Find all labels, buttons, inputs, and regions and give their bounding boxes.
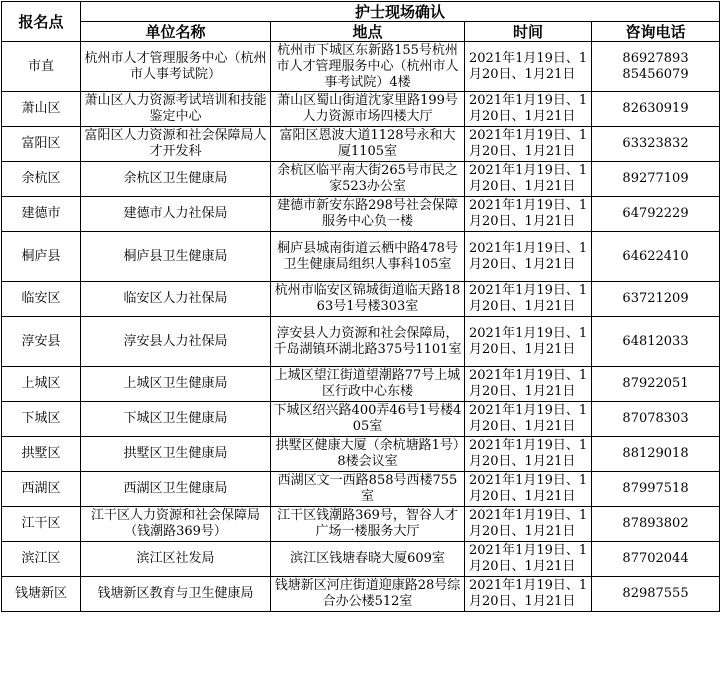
- header-time: 时间: [465, 22, 592, 42]
- cell-unit: 桐庐县卫生健康局: [81, 232, 271, 282]
- cell-point: 西湖区: [2, 472, 81, 507]
- cell-point: 上城区: [2, 367, 81, 402]
- cell-unit: 江干区人力资源和社会保障局（钱潮路369号）: [81, 507, 271, 542]
- table-row: [2, 542, 720, 577]
- cell-unit: 下城区卫生健康局: [81, 402, 271, 437]
- cell-point: 淳安县: [2, 317, 81, 367]
- cell-location: 余杭区临平南大街265号市民之家523办公室: [271, 162, 465, 197]
- cell-unit: 西湖区卫生健康局: [81, 472, 271, 507]
- cell-time: 2021年1月19日、1月20日、1月21日: [465, 232, 592, 282]
- cell-time: 2021年1月19日、1月20日、1月21日: [465, 577, 592, 612]
- cell-unit: 建德市人力社保局: [81, 197, 271, 232]
- cell-point: 下城区: [2, 402, 81, 437]
- cell-location: 杭州市临安区锦城街道临天路1863号1号楼303室: [271, 282, 465, 317]
- cell-point: 富阳区: [2, 127, 81, 162]
- table-row: [2, 367, 720, 402]
- cell-location: 下城区绍兴路400弄46号1号楼405室: [271, 402, 465, 437]
- cell-location: 江干区钱潮路369号，智谷人才广场一楼服务大厅: [271, 507, 465, 542]
- cell-location: 上城区望江街道望潮路77号上城区行政中心东楼: [271, 367, 465, 402]
- cell-point: 桐庐县: [2, 232, 81, 282]
- cell-phone: 87893802: [592, 507, 720, 542]
- cell-phone: 87997518: [592, 472, 720, 507]
- cell-unit: 余杭区卫生健康局: [81, 162, 271, 197]
- table-row: [2, 232, 720, 282]
- cell-location: 萧山区蜀山街道沈家里路199号人力资源市场四楼大厅: [271, 92, 465, 127]
- cell-time: 2021年1月19日、1月20日、1月21日: [465, 367, 592, 402]
- cell-phone: 64792229: [592, 197, 720, 232]
- cell-point: 市直: [2, 42, 81, 92]
- cell-time: 2021年1月19日、1月20日、1月21日: [465, 42, 592, 92]
- cell-phone: 63721209: [592, 282, 720, 317]
- table-row: [2, 317, 720, 367]
- cell-time: 2021年1月19日、1月20日、1月21日: [465, 507, 592, 542]
- cell-location: 钱塘新区河庄街道迎康路28号综合办公楼512室: [271, 577, 465, 612]
- table-row: [2, 472, 720, 507]
- cell-time: 2021年1月19日、1月20日、1月21日: [465, 162, 592, 197]
- cell-unit: 上城区卫生健康局: [81, 367, 271, 402]
- cell-time: 2021年1月19日、1月20日、1月21日: [465, 317, 592, 367]
- cell-location: 滨江区钱塘春晓大厦609室: [271, 542, 465, 577]
- table-row: [2, 127, 720, 162]
- cell-location: 拱墅区健康大厦（余杭塘路1号）8楼会议室: [271, 437, 465, 472]
- cell-phone: 63323832: [592, 127, 720, 162]
- cell-phone: 86927893 85456079: [592, 42, 720, 92]
- cell-location: 建德市新安东路298号社会保障服务中心负一楼: [271, 197, 465, 232]
- cell-unit: 淳安县人力社保局: [81, 317, 271, 367]
- table-row: [2, 402, 720, 437]
- cell-point: 钱塘新区: [2, 577, 81, 612]
- cell-time: 2021年1月19日、1月20日、1月21日: [465, 197, 592, 232]
- cell-phone: 87922051: [592, 367, 720, 402]
- cell-unit: 拱墅区卫生健康局: [81, 437, 271, 472]
- table-row: [2, 282, 720, 317]
- cell-unit: 滨江区社发局: [81, 542, 271, 577]
- table-row: [2, 162, 720, 197]
- cell-phone: 82630919: [592, 92, 720, 127]
- cell-time: 2021年1月19日、1月20日、1月21日: [465, 542, 592, 577]
- table-row: [2, 197, 720, 232]
- cell-phone: 87078303: [592, 402, 720, 437]
- nurse-confirmation-table: [1, 1, 720, 612]
- cell-time: 2021年1月19日、1月20日、1月21日: [465, 92, 592, 127]
- cell-point: 拱墅区: [2, 437, 81, 472]
- header-unit-name: 单位名称: [81, 22, 271, 42]
- cell-point: 临安区: [2, 282, 81, 317]
- cell-time: 2021年1月19日、1月20日、1月21日: [465, 282, 592, 317]
- cell-location: 杭州市下城区东新路155号杭州市人才管理服务中心（杭州市人事考试院）4楼: [271, 42, 465, 92]
- cell-phone: 64812033: [592, 317, 720, 367]
- cell-point: 江干区: [2, 507, 81, 542]
- table-row: [2, 507, 720, 542]
- cell-location: 西湖区文一西路858号西楼755室: [271, 472, 465, 507]
- cell-time: 2021年1月19日、1月20日、1月21日: [465, 402, 592, 437]
- header-location: 地点: [271, 22, 465, 42]
- cell-location: 淳安县人力资源和社会保障局，千岛湖镇环湖北路375号1101室: [271, 317, 465, 367]
- cell-point: 余杭区: [2, 162, 81, 197]
- table-row: [2, 92, 720, 127]
- table-row: [2, 42, 720, 92]
- cell-location: 桐庐县城南街道云栖中路478号卫生健康局组织人事科105室: [271, 232, 465, 282]
- table-row: [2, 437, 720, 472]
- cell-point: 萧山区: [2, 92, 81, 127]
- cell-phone: 87702044: [592, 542, 720, 577]
- header-phone: 咨询电话: [592, 22, 720, 42]
- cell-time: 2021年1月19日、1月20日、1月21日: [465, 127, 592, 162]
- cell-phone: 88129018: [592, 437, 720, 472]
- cell-location: 富阳区恩波大道1128号永和大厦1105室: [271, 127, 465, 162]
- header-group-title: 护士现场确认: [81, 2, 720, 22]
- cell-unit: 富阳区人力资源和社会保障局人才开发科: [81, 127, 271, 162]
- cell-unit: 钱塘新区教育与卫生健康局: [81, 577, 271, 612]
- cell-time: 2021年1月19日、1月20日、1月21日: [465, 472, 592, 507]
- cell-point: 建德市: [2, 197, 81, 232]
- cell-point: 滨江区: [2, 542, 81, 577]
- table-row: [2, 577, 720, 612]
- cell-phone: 89277109: [592, 162, 720, 197]
- cell-unit: 杭州市人才管理服务中心（杭州市人事考试院）: [81, 42, 271, 92]
- cell-unit: 临安区人力社保局: [81, 282, 271, 317]
- header-registration-point: 报名点: [2, 2, 81, 42]
- cell-time: 2021年1月19日、1月20日、1月21日: [465, 437, 592, 472]
- cell-phone: 64622410: [592, 232, 720, 282]
- cell-phone: 82987555: [592, 577, 720, 612]
- cell-unit: 萧山区人力资源考试培训和技能鉴定中心: [81, 92, 271, 127]
